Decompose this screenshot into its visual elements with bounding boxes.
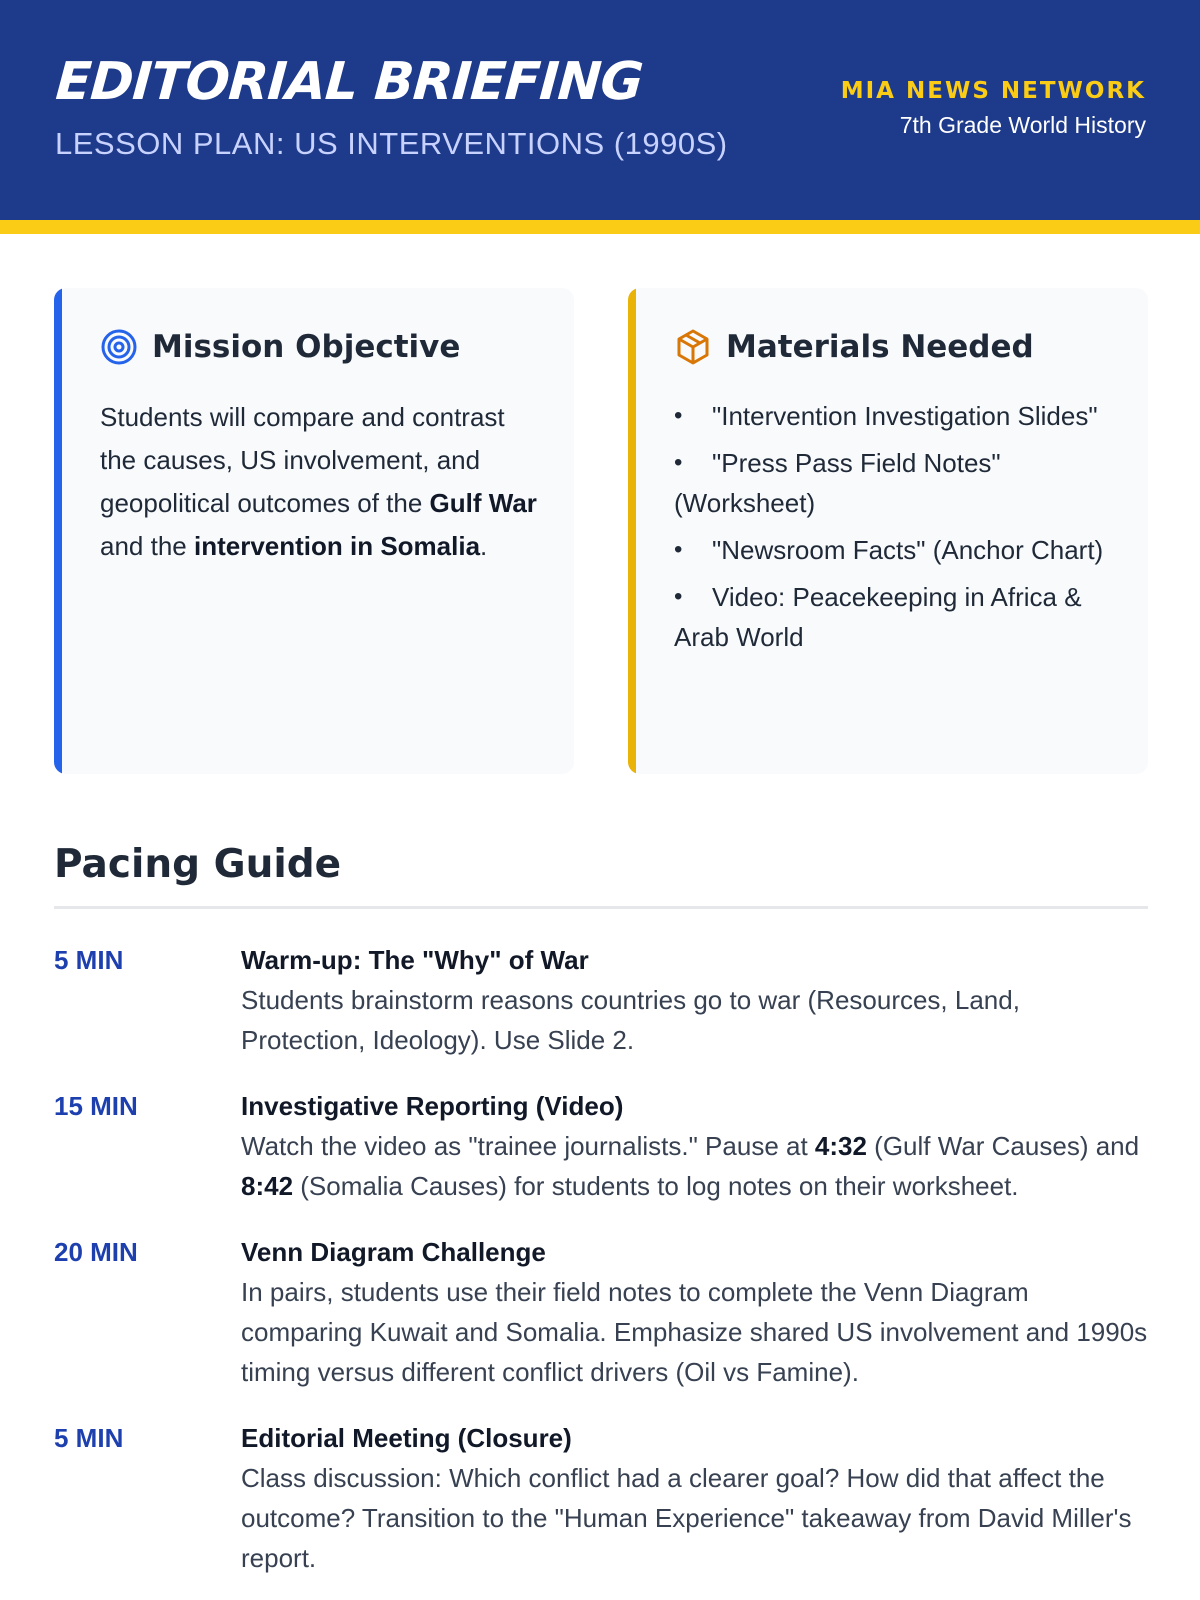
materials-list: [674, 396, 1120, 664]
page-title: EDITORIAL BRIEFING: [53, 52, 645, 112]
target-icon: [100, 328, 138, 366]
pacing-row: [54, 1232, 1148, 1392]
timestamp-highlight: 4:32: [814, 1131, 867, 1161]
timestamp-highlight: 8:42: [241, 1171, 294, 1201]
pacing-activity-title: Investigative Reporting (Video): [241, 1091, 624, 1121]
pacing-row: [54, 1418, 1148, 1578]
pacing-activity-desc: Class discussion: Which conflict had a clearer goal? How did that affect the outcome? Transition to the "Human Experience" takeaway from David Miller's report.: [241, 1463, 1132, 1573]
mission-objective-text: Students will compare and contrast the causes, US involvement, and geopolitical outcomes of the Gulf War and the intervention in Somalia.: [100, 402, 537, 561]
grade-label: 7th Grade World History: [899, 112, 1146, 138]
pacing-content: [241, 1232, 1148, 1392]
pacing-activity-desc: Watch the video as "trainee journalists." Pause at 4:32 (Gulf War Causes) and 8:42 (Somalia Causes) for students to log notes on their worksheet.: [241, 1131, 1140, 1201]
materials-needed-card: [628, 288, 1148, 774]
mission-objective-card: [54, 288, 574, 774]
list-item: • "Press Pass Field Notes" (Worksheet): [674, 443, 1120, 523]
pacing-duration: 5 MIN: [54, 1423, 124, 1453]
pacing-activity-title: Venn Diagram Challenge: [241, 1237, 546, 1267]
pacing-content: [241, 940, 1148, 1060]
page-subtitle: LESSON PLAN: US INTERVENTIONS (1990S): [55, 126, 728, 161]
pacing-guide-title: Pacing Guide: [54, 842, 342, 887]
materials-needed-title: Materials Needed: [726, 329, 1034, 365]
gulf-war-highlight: Gulf War: [429, 488, 537, 518]
mission-objective-header: [100, 328, 460, 366]
pacing-guide: [54, 940, 1148, 1600]
network-name: MIA NEWS NETWORK: [840, 78, 1146, 104]
list-item: • Video: Peacekeeping in Africa & Arab World: [674, 577, 1120, 657]
somalia-highlight: intervention in Somalia: [193, 531, 481, 561]
header-banner: [0, 0, 1200, 220]
package-icon: [674, 328, 712, 366]
pacing-activity-title: Editorial Meeting (Closure): [241, 1423, 572, 1453]
pacing-activity-desc: Students brainstorm reasons countries go to war (Resources, Land, Protection, Ideology). Use Slide 2.: [241, 985, 1020, 1055]
list-item: • "Intervention Investigation Slides": [674, 396, 1120, 436]
mission-objective-title: Mission Objective: [152, 329, 461, 365]
pacing-row: [54, 940, 1148, 1060]
section-divider: [54, 906, 1148, 909]
pacing-duration: 20 MIN: [54, 1237, 138, 1267]
pacing-row: [54, 1086, 1148, 1206]
pacing-content: [241, 1418, 1148, 1578]
header-accent-stripe: [0, 220, 1200, 234]
pacing-duration: 15 MIN: [54, 1091, 138, 1121]
list-item: • "Newsroom Facts" (Anchor Chart): [674, 530, 1120, 570]
pacing-activity-title: Warm-up: The "Why" of War: [241, 945, 589, 975]
pacing-content: [241, 1086, 1148, 1206]
materials-needed-header: [674, 328, 1034, 366]
pacing-duration: 5 MIN: [54, 945, 124, 975]
pacing-activity-desc: In pairs, students use their field notes to complete the Venn Diagram comparing Kuwait and Somalia. Emphasize shared US involvement and 1990s timing versus different conflict drivers (Oil vs Famine).: [241, 1277, 1148, 1387]
